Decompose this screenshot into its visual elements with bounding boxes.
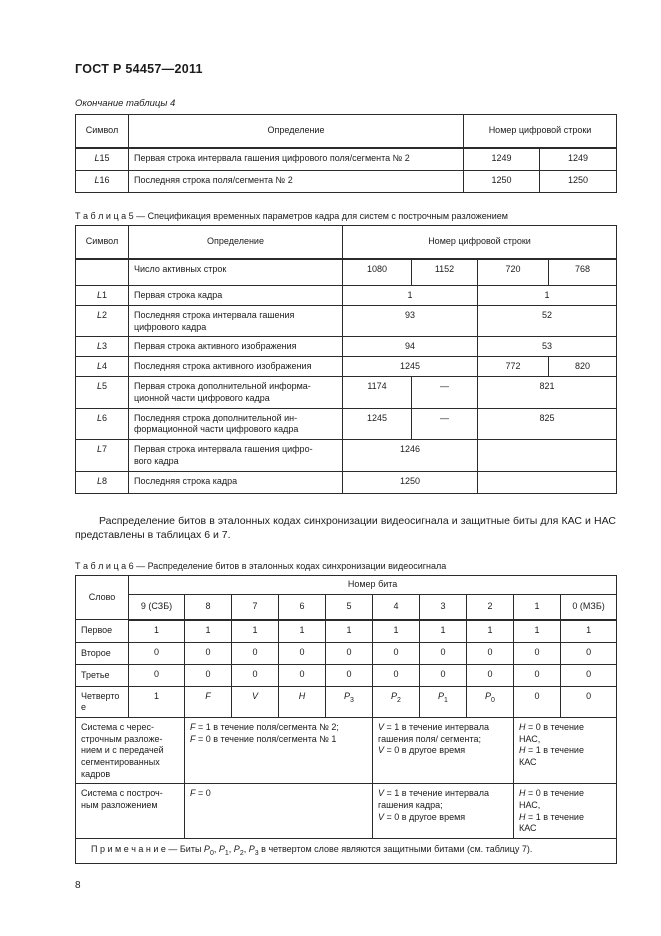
table-5 (75, 225, 617, 494)
table-cell: 0 (232, 664, 279, 686)
table-cell: 0 (185, 664, 232, 686)
table-cell: Слово (76, 575, 129, 619)
table-cell: 0 (326, 642, 373, 664)
table-cell: Первая строка интервала гашения цифро- вого кадра (129, 440, 343, 471)
table-cell: 4 (373, 594, 420, 620)
table-cell: 820 (549, 357, 617, 377)
table-cell: 0 (232, 642, 279, 664)
table-cell: F (185, 686, 232, 717)
table-cell: 821 (478, 377, 617, 408)
table-cell: 1 (373, 620, 420, 643)
table-cell: L16 (76, 171, 129, 193)
table-cell: $P_1$ (420, 686, 467, 717)
table-cell: Первая строка интервала гашения цифрового поля/сегмента № 2 (129, 148, 464, 171)
table-cell: 0 (561, 642, 617, 664)
table-cell: 1 (514, 620, 561, 643)
table-row (76, 664, 617, 686)
table-cell: — (412, 408, 478, 439)
table-cell: Номер бита (129, 575, 617, 594)
table-cell: 2 (467, 594, 514, 620)
table-cell: — (412, 377, 478, 408)
doc-title: ГОСТ Р 54457—2011 (75, 62, 203, 76)
table-cell (478, 471, 617, 493)
table-cell: L15 (76, 148, 129, 171)
table-cell: 1 (561, 620, 617, 643)
table-cell: Первая строка дополнительной информа- ционной части цифрового кадра (129, 377, 343, 408)
table-cell: 1250 (540, 171, 617, 193)
table-cell: 6 (279, 594, 326, 620)
table-cell: 1 (343, 286, 478, 306)
table-row (76, 471, 617, 493)
table-row (76, 259, 617, 286)
table-cell: 1250 (343, 471, 478, 493)
table-cell: 0 (467, 664, 514, 686)
table-cell: 0 (420, 642, 467, 664)
table-cell: V = 1 в течение интервала гашения кадра; V = 0 в другое время (373, 784, 514, 839)
table-cell: F = 0 (185, 784, 373, 839)
table-cell: L6 (76, 408, 129, 439)
table-cell: 1 (326, 620, 373, 643)
table-cell: 8 (185, 594, 232, 620)
table-cell: Первая строка активного изображения (129, 337, 343, 357)
table-cell: Третье (76, 664, 129, 686)
table-cell: 1245 (343, 357, 478, 377)
table-cell: Номер цифровой строки (343, 226, 617, 260)
table-cell: $P_2$ (373, 686, 420, 717)
table-cell: 7 (232, 594, 279, 620)
table-row (76, 337, 617, 357)
table-cell: Номер цифровой строки (464, 115, 617, 149)
table-cell: 0 (МЗБ) (561, 594, 617, 620)
table-cell: L4 (76, 357, 129, 377)
table-cell: 1249 (540, 148, 617, 171)
table-cell: 1 (514, 594, 561, 620)
table-cell: 9 (СЗБ) (129, 594, 185, 620)
table-cell: Второе (76, 642, 129, 664)
table-cell: 768 (549, 259, 617, 286)
table-row (76, 717, 617, 783)
table-row (76, 115, 617, 149)
table-cell: 52 (478, 306, 617, 337)
table-cell: 0 (129, 664, 185, 686)
table-cell: 1246 (343, 440, 478, 471)
table-row (76, 620, 617, 643)
table-6 (75, 575, 617, 864)
table-cell: 772 (478, 357, 549, 377)
table-row (76, 377, 617, 408)
table-cell: 1 (129, 620, 185, 643)
table-cell: L1 (76, 286, 129, 306)
table-cell: 93 (343, 306, 478, 337)
table-cell: 0 (514, 686, 561, 717)
table-row (76, 357, 617, 377)
table-row (76, 594, 617, 620)
table-row (76, 642, 617, 664)
table-cell: L2 (76, 306, 129, 337)
table-cell: L3 (76, 337, 129, 357)
table-cell: Последняя строка интервала гашения цифрового кадра (129, 306, 343, 337)
table-cell: 0 (514, 642, 561, 664)
table-row (76, 408, 617, 439)
table-cell: 1 (129, 686, 185, 717)
table-cell: Последняя строка кадра (129, 471, 343, 493)
table-cell: 1250 (464, 171, 540, 193)
table-cell: Символ (76, 115, 129, 149)
table-cell (478, 440, 617, 471)
table-cell: Определение (129, 115, 464, 149)
table-cell: $P_0$ (467, 686, 514, 717)
table-row (76, 686, 617, 717)
table-cell: 0 (185, 642, 232, 664)
table-cell: 1 (420, 620, 467, 643)
table-cell: 1245 (343, 408, 412, 439)
page-number: 8 (75, 880, 81, 892)
table-cell: V (232, 686, 279, 717)
table-cell (76, 259, 129, 286)
table-cell: 0 (514, 664, 561, 686)
table-cell: 1249 (464, 148, 540, 171)
table-cell: 94 (343, 337, 478, 357)
table-cell: 720 (478, 259, 549, 286)
table-cell: Последняя строка поля/сегмента № 2 (129, 171, 464, 193)
table-cell: 0 (373, 664, 420, 686)
table-cell: Система с черес- строчным разложе- нием и с передачей сегментированных кадров (76, 717, 185, 783)
table-cell: 0 (279, 664, 326, 686)
table-row (76, 839, 617, 864)
table-cell: 0 (279, 642, 326, 664)
table-cell: 3 (420, 594, 467, 620)
table-cell: Первое (76, 620, 129, 643)
table-row (76, 171, 617, 193)
table-cell: 1 (478, 286, 617, 306)
table-cell: 0 (420, 664, 467, 686)
table-cell: 1 (279, 620, 326, 643)
table-cell: 0 (561, 664, 617, 686)
table-row (76, 575, 617, 594)
table-cell: 5 (326, 594, 373, 620)
table-4-end (75, 114, 617, 193)
table-row (76, 286, 617, 306)
table-row (76, 148, 617, 171)
body-paragraph: Распределение битов в эталонных кодах синхронизации видеосигнала и защитные биты для КАС и НАС представлены в таблицах 6 и 7. (75, 514, 616, 542)
table-cell: 1174 (343, 377, 412, 408)
table-row (76, 306, 617, 337)
table-cell: L8 (76, 471, 129, 493)
table-cell: 825 (478, 408, 617, 439)
table6-caption: Т а б л и ц а 6 — Распределение битов в эталонных кодах синхронизации видеосигнала (75, 560, 447, 571)
table-cell: 0 (561, 686, 617, 717)
table-row (76, 440, 617, 471)
table-cell: Число активных строк (129, 259, 343, 286)
table-cell: Система с построч- ным разложением (76, 784, 185, 839)
table-cell: 0 (467, 642, 514, 664)
table-cell: Последняя строка дополнительной ин- формационной части цифрового кадра (129, 408, 343, 439)
table5-caption: Т а б л и ц а 5 — Спецификация временных параметров кадра для систем с построчным разложением (75, 211, 508, 221)
table-cell: Четвертое (76, 686, 129, 717)
table-cell: 1080 (343, 259, 412, 286)
table-cell: 1 (232, 620, 279, 643)
table-cell: $P_3$ (326, 686, 373, 717)
table-cell: 1 (185, 620, 232, 643)
table-cell: V = 1 в течение интервала гашения поля/ сегмента; V = 0 в другое время (373, 717, 514, 783)
table-cell: П р и м е ч а н и е — Биты $P_0$, $P_1$, $P_2$, $P_3$ в четвертом слове являются защитными битами (см. таблицу 7). (76, 839, 617, 864)
table-cell: Определение (129, 226, 343, 260)
table-cell: H = 0 в течение НАС, H = 1 в течение КАС (514, 784, 617, 839)
table4-continuation-label: Окончание таблицы 4 (75, 98, 176, 109)
table-cell: Символ (76, 226, 129, 260)
table-cell: 0 (129, 642, 185, 664)
table-cell: 1152 (412, 259, 478, 286)
table-cell: 0 (373, 642, 420, 664)
table-cell: 1 (467, 620, 514, 643)
table-row (76, 226, 617, 260)
table-cell: L7 (76, 440, 129, 471)
table-cell: L5 (76, 377, 129, 408)
table-cell: Последняя строка активного изображения (129, 357, 343, 377)
table-cell: Первая строка кадра (129, 286, 343, 306)
table-cell: F = 1 в течение поля/сегмента № 2; F = 0 в течение поля/сегмента № 1 (185, 717, 373, 783)
table-cell: H = 0 в течение НАС, H = 1 в течение КАС (514, 717, 617, 783)
table-cell: H (279, 686, 326, 717)
table-cell: 53 (478, 337, 617, 357)
table-row (76, 784, 617, 839)
table-cell: 0 (326, 664, 373, 686)
